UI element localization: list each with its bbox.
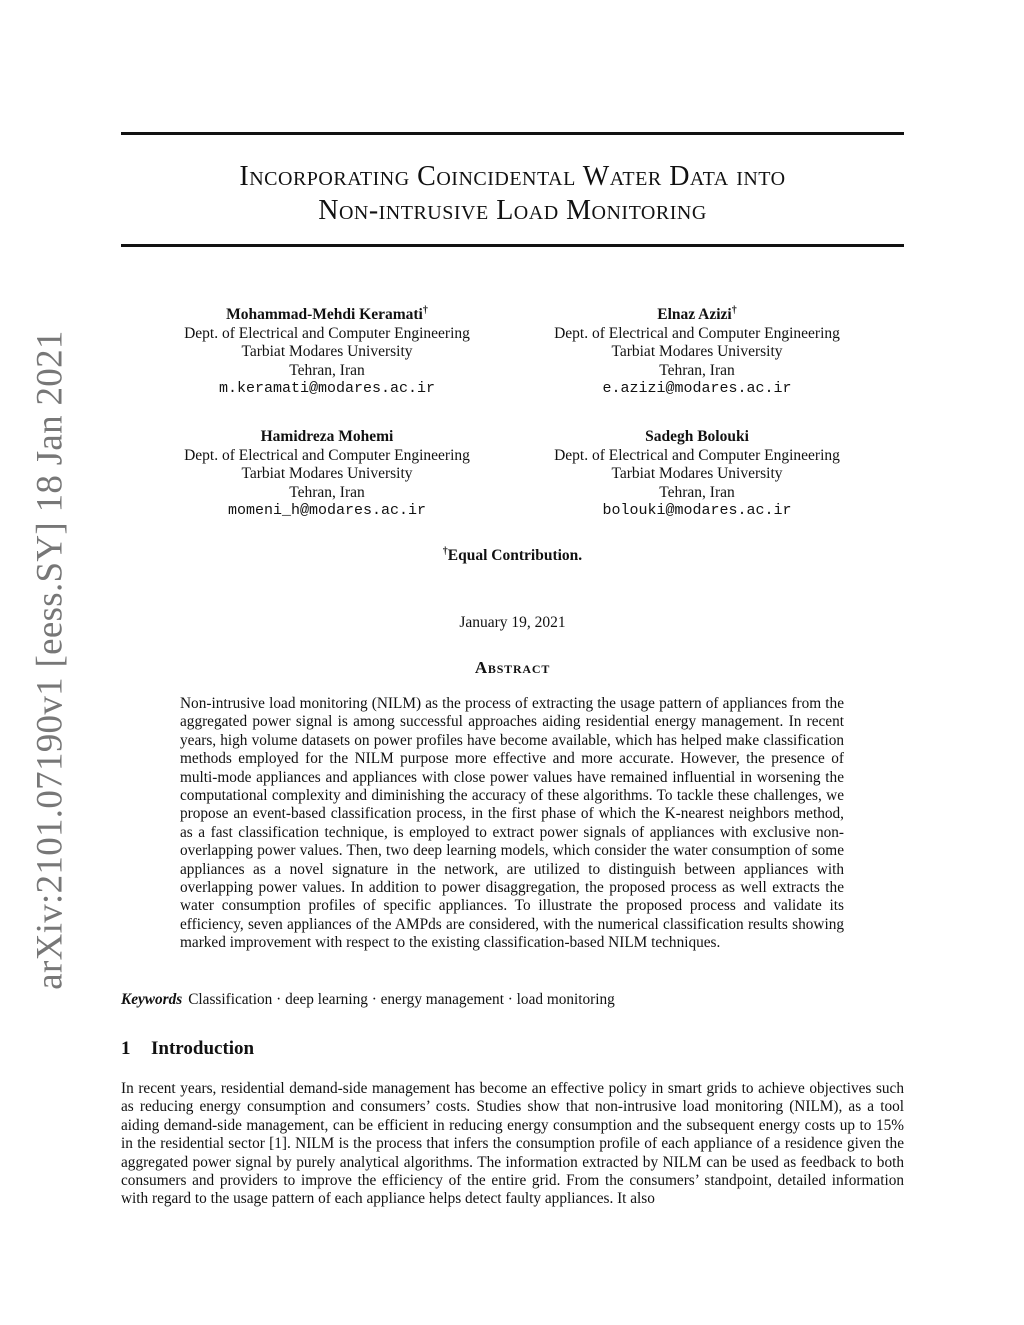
paper-title xyxy=(121,160,904,228)
author-location: Tehran, Iran xyxy=(659,361,735,379)
author-university: Tarbiat Modares University xyxy=(611,343,783,360)
keywords-text: Classification · deep learning · energy management · load monitoring xyxy=(188,991,615,1008)
keywords-line xyxy=(121,991,904,1009)
dagger-mark: † xyxy=(731,304,737,316)
author-dept: Dept. of Electrical and Computer Engineering xyxy=(554,446,840,464)
author-location: Tehran, Iran xyxy=(289,483,365,501)
abstract-heading: Abstract xyxy=(474,658,551,677)
author-name: Elnaz Azizi† xyxy=(657,304,737,323)
author-university: Tarbiat Modares University xyxy=(241,465,413,482)
author-dept: Dept. of Electrical and Computer Engineering xyxy=(184,324,470,342)
author-location: Tehran, Iran xyxy=(289,361,365,379)
author-block-keramati xyxy=(147,306,507,399)
arxiv-stamp: arXiv:2101.07190v1 [eess.SY] 18 Jan 2021 xyxy=(29,330,71,990)
paper-date: January 19, 2021 xyxy=(459,614,566,631)
title-rule-bottom xyxy=(121,244,904,247)
author-dept: Dept. of Electrical and Computer Engineering xyxy=(554,324,840,342)
author-name: Hamidreza Mohemi xyxy=(260,428,394,445)
title-rule-top xyxy=(121,132,904,135)
title-line-2: Non-intrusive Load Monitoring xyxy=(318,195,707,226)
dagger-mark: † xyxy=(442,545,448,557)
title-line-1: Incorporating Coincidental Water Data into xyxy=(239,161,786,192)
dagger-mark: † xyxy=(422,304,428,316)
author-university: Tarbiat Modares University xyxy=(241,343,413,360)
author-email[interactable]: e.azizi@modares.ac.ir xyxy=(602,380,792,397)
author-block-bolouki xyxy=(517,428,877,521)
section-number: 1 xyxy=(121,1038,131,1059)
abstract-text: Non-intrusive load monitoring (NILM) as the process of extracting the usage pattern of appliances from the aggregated power signal is among successful approaches aiding residential energy management. In recent years, high volume datasets on power profiles have become available, which has helped make classification methods employed for the NILM purpose more effective and more accurate. However, the presence of multi-mode appliances and appliances with close power values have remained influential in worsening the computational complexity and diminishing the accuracy of these algorithms. To tackle these challenges, we propose an event-based classification process, in the first phase of which the K-nearest neighbors method, as a fast classification technique, is employed to extract power signals of appliances with exclusive non-overlapping power values. Then, two deep learning models, which consider the water consumption of some appliances as a novel signature in the network, are utilized to distinguish between appliances with overlapping power values. In addition to power disaggregation, the proposed process as well extracts the water consumption profiles of specific appliances. To illustrate the proposed process and validate its efficiency, seven appliances of the AMPds are considered, with the numerical classification results showing marked improvement with respect to the existing classification-based NILM techniques. xyxy=(180,695,844,952)
author-name: Mohammad-Mehdi Keramati† xyxy=(226,304,428,323)
author-email[interactable]: momeni_h@modares.ac.ir xyxy=(227,502,427,519)
author-email[interactable]: bolouki@modares.ac.ir xyxy=(602,502,792,519)
keywords-label: Keywords xyxy=(121,991,183,1008)
introduction-text: In recent years, residential demand-side management has become an effective policy in smart grids to achieve objectives such as reducing energy consumption and consumers’ costs. Studies show that non-intrusive load monitoring (NILM), as a tool aiding demand-side management, can be efficient in reducing energy consumption and the subsequent energy costs up to 15% in the residential sector [1]. NILM is the process that infers the consumption profile of each appliance of a residence given the aggregated power signal by purely analytical algorithms. The information extracted by NILM can be used as feedback to both consumers and providers to improve the efficiency of the entire grid. From the consumers’ standpoint, detailed information with regard to the usage pattern of each appliance helps detect faulty appliances. It also xyxy=(121,1080,904,1208)
author-dept: Dept. of Electrical and Computer Engineering xyxy=(184,446,470,464)
section-title: Introduction xyxy=(151,1038,255,1059)
author-name: Sadegh Bolouki xyxy=(645,428,749,445)
author-block-azizi xyxy=(517,306,877,399)
section-heading-introduction xyxy=(121,1038,904,1060)
author-university: Tarbiat Modares University xyxy=(611,465,783,482)
equal-contribution-note: †Equal Contribution. xyxy=(442,545,583,564)
author-block-mohemi xyxy=(147,428,507,521)
author-email[interactable]: m.keramati@modares.ac.ir xyxy=(218,380,436,397)
author-location: Tehran, Iran xyxy=(659,483,735,501)
